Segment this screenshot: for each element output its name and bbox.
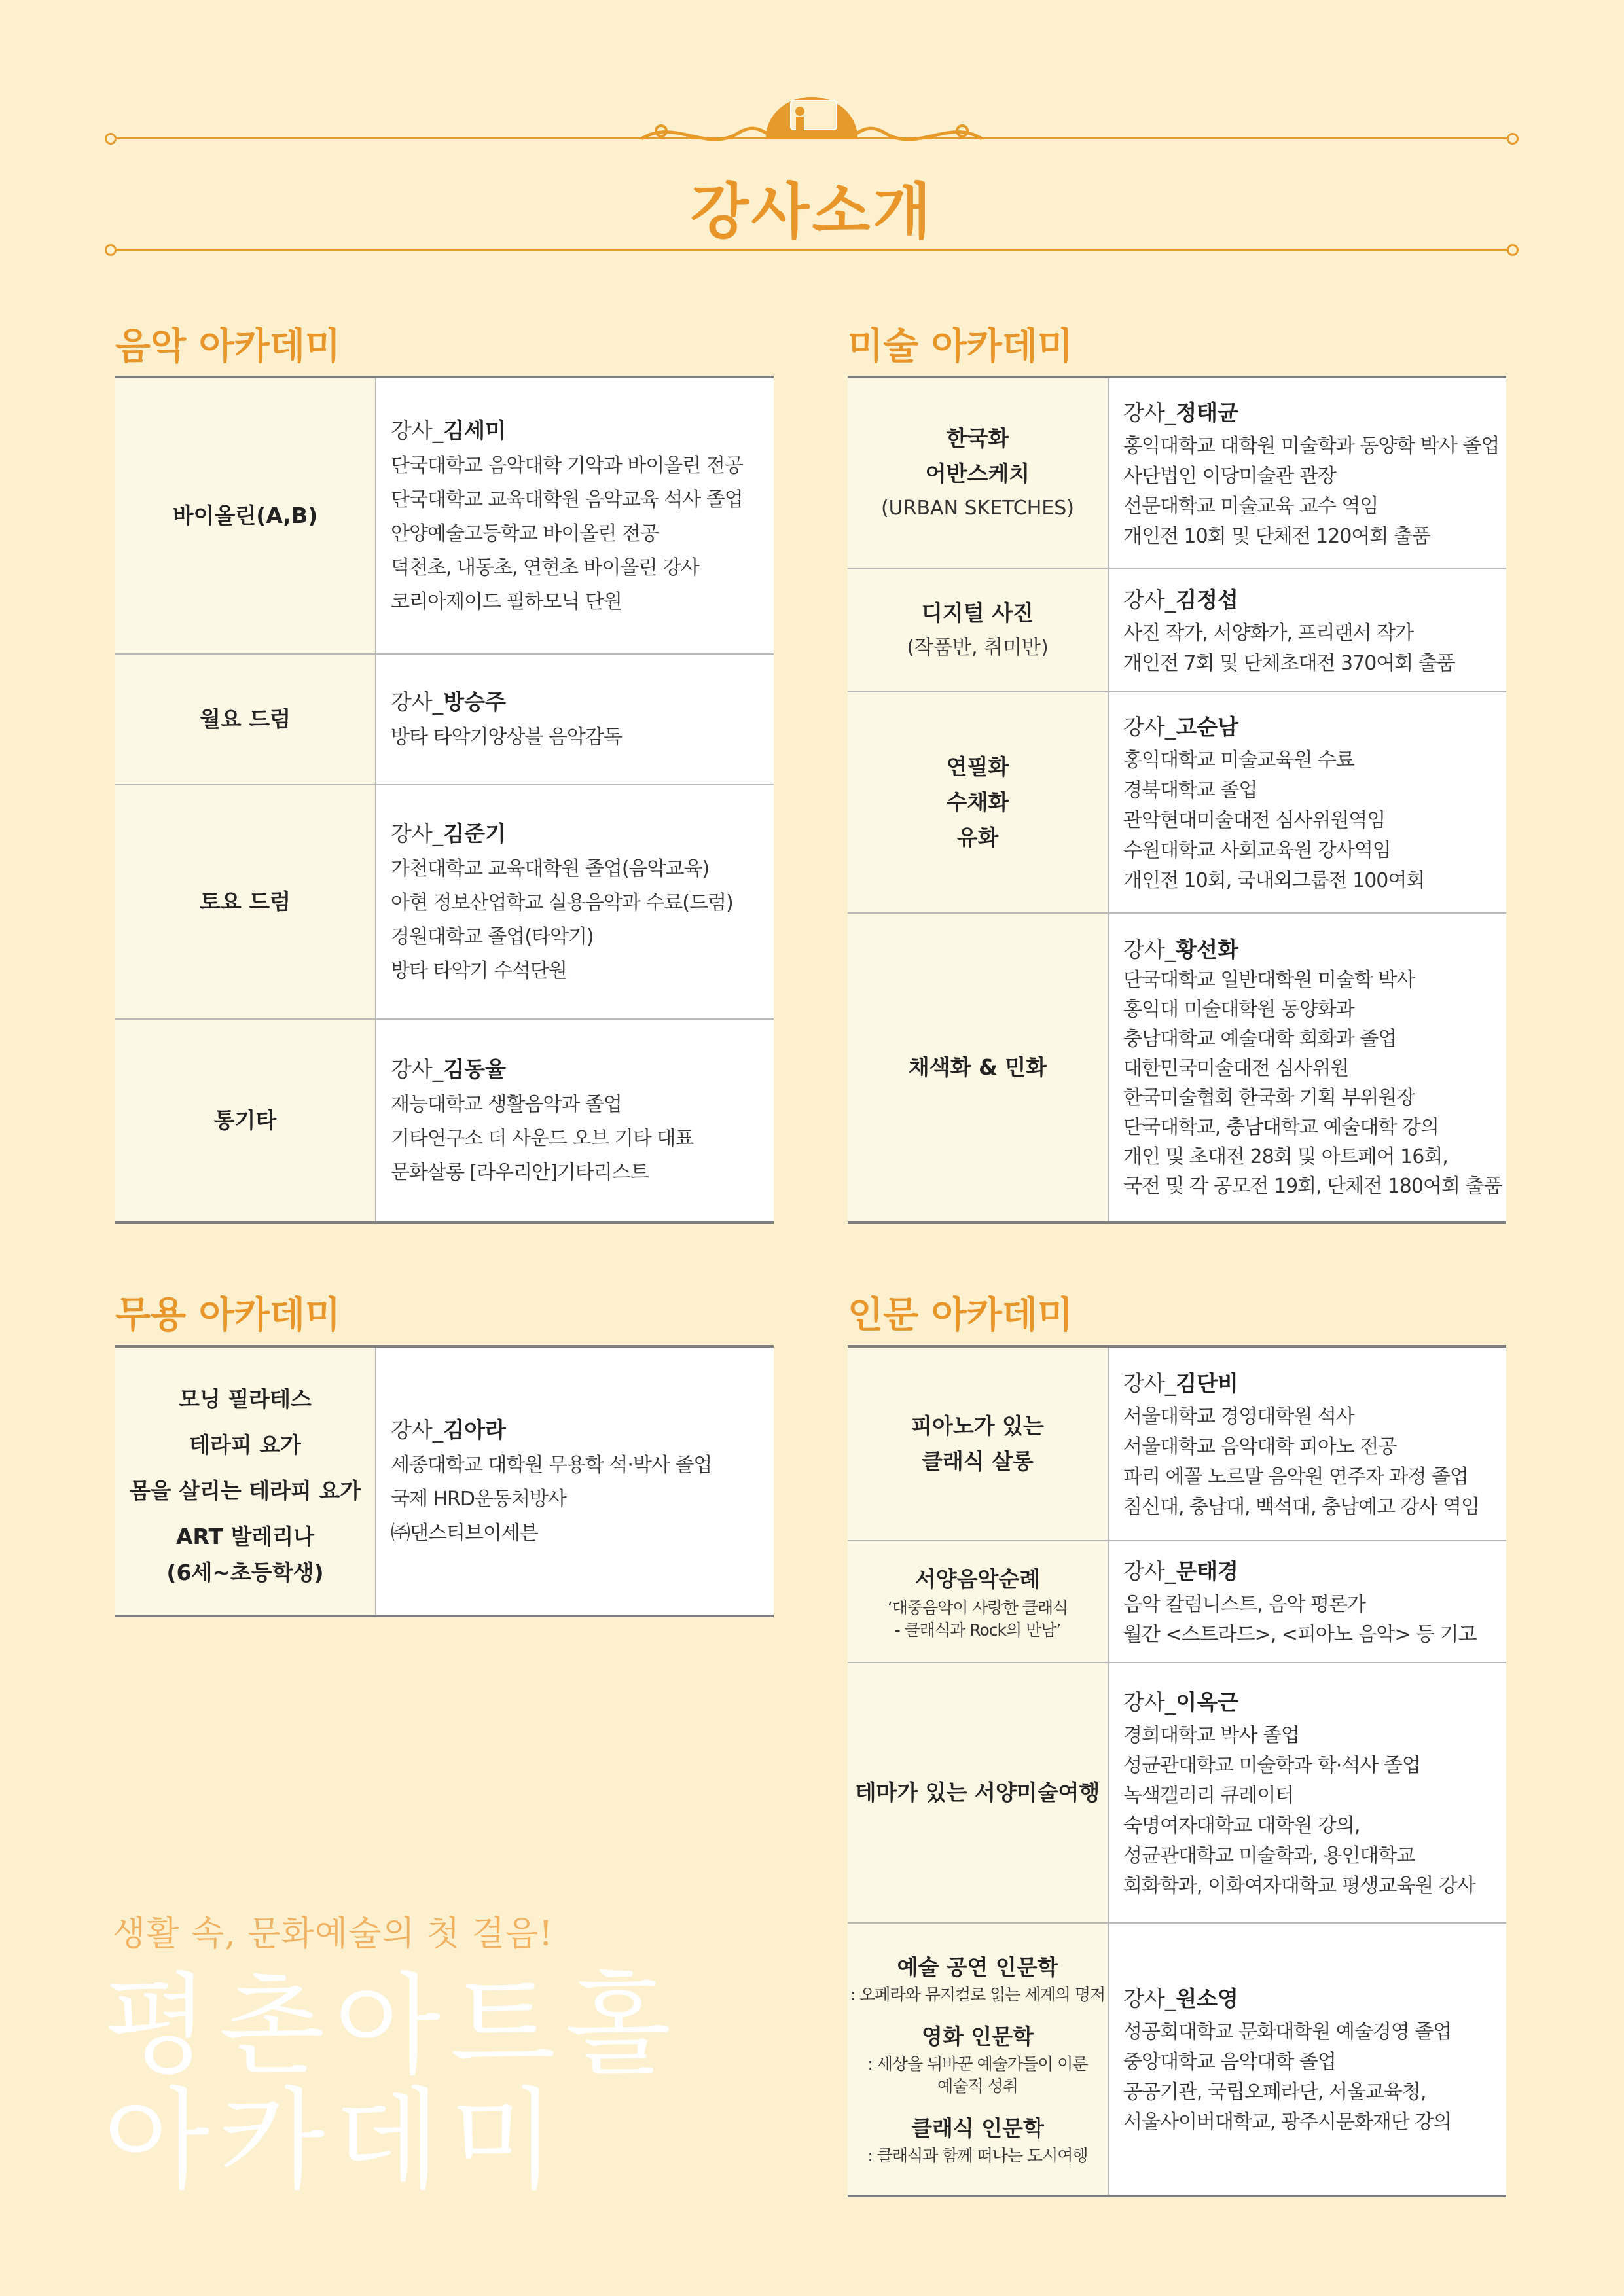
course-name: 클래식 인문학 (911, 2115, 1044, 2141)
table-row (848, 1922, 1506, 2195)
instructor-name: 강사_황선화 (1123, 937, 1238, 962)
course-name: 몸을 살리는 테라피 요가 (129, 1478, 361, 1503)
instructor-cell (1109, 692, 1506, 912)
page-title: 강사소개 (690, 177, 934, 247)
instructor-cell (376, 1348, 774, 1615)
course-name: 클래식 살롱 (922, 1448, 1034, 1474)
course-note: 예술적 성취 (937, 2077, 1018, 2096)
dance-table (115, 1345, 774, 1617)
course-name: 채색화 & 민화 (908, 1054, 1047, 1080)
credential: 중앙대학교 음악대학 졸업 (1123, 2051, 1336, 2073)
course-name: 서양음악순례 (914, 1566, 1041, 1592)
credential: 음악 칼럼니스트, 음악 평론가 (1123, 1593, 1365, 1616)
art-table (848, 376, 1506, 1224)
credential: 경원대학교 졸업(타악기) (391, 925, 594, 948)
credential: 방타 타악기 수석단원 (391, 960, 567, 982)
table-row (115, 378, 774, 653)
course-cell (115, 1348, 376, 1615)
music-section-title: 음악 아카데미 (115, 325, 341, 368)
instructor-name: 강사_이옥근 (1123, 1689, 1238, 1715)
credential: 녹색갤러리 큐레이터 (1123, 1784, 1294, 1807)
course-name: 월요 드럼 (199, 706, 291, 732)
credential: 국제 HRD운동처방사 (391, 1488, 566, 1511)
credential: 경희대학교 박사 졸업 (1123, 1724, 1299, 1747)
credential: 사진 작가, 서양화가, 프리랜서 작가 (1123, 622, 1413, 645)
credential: 경북대학교 졸업 (1123, 779, 1257, 802)
credential: 성균관대학교 미술학과 학·석사 졸업 (1123, 1754, 1420, 1777)
credential: 회화학과, 이화여자대학교 평생교육원 강사 (1123, 1874, 1475, 1897)
course-name: 바이올린(A,B) (172, 503, 318, 528)
course-cell (115, 655, 376, 784)
instructor-cell (1109, 378, 1506, 568)
credential: 서울사이버대학교, 광주시문화재단 강의 (1123, 2111, 1452, 2134)
course-name: 통기타 (213, 1107, 277, 1133)
credential: 수원대학교 사회교육원 강사역임 (1123, 839, 1391, 862)
course-cell (115, 785, 376, 1018)
credential: 기타연구소 더 사운드 오브 기타 대표 (391, 1127, 694, 1150)
humanities-table (848, 1345, 1506, 2197)
credential: 관악현대미술대전 심사위원역임 (1123, 809, 1386, 832)
table-row (848, 378, 1506, 568)
brand-subtitle: 아카데미 (103, 2076, 566, 2204)
instructor-name: 강사_김세미 (391, 418, 506, 443)
table-row (115, 1018, 774, 1221)
credential: 한국미술협회 한국화 기획 부위원장 (1123, 1086, 1415, 1109)
rule-end-dot (1507, 244, 1519, 256)
credential: 아현 정보산업학교 실용음악과 수료(드럼) (391, 891, 733, 914)
art-section-title: 미술 아카데미 (848, 325, 1074, 368)
course-cell (848, 914, 1109, 1221)
course-name: 유화 (956, 825, 999, 850)
instructor-name: 강사_김준기 (391, 821, 506, 846)
course-name: 디지털 사진 (922, 600, 1034, 626)
instructor-cell (1109, 1663, 1506, 1922)
credential: 선문대학교 미술교육 교수 역임 (1123, 495, 1379, 518)
table-row (848, 691, 1506, 912)
course-name: 테마가 있는 서양미술여행 (855, 1780, 1100, 1805)
instructor-name: 강사_고순남 (1123, 714, 1238, 740)
course-note: : 클래식과 함께 떠나는 도시여행 (867, 2146, 1088, 2165)
course-name: 연필화 (946, 754, 1009, 780)
course-cell (848, 1924, 1109, 2195)
credential: 성공회대학교 문화대학원 예술경영 졸업 (1123, 2020, 1452, 2043)
instructor-name: 강사_정태균 (1123, 400, 1238, 425)
credential: 성균관대학교 미술학과, 용인대학교 (1123, 1844, 1415, 1867)
course-name: 한국화 (946, 425, 1009, 451)
rule-end-dot (105, 244, 117, 256)
instructor-name: 강사_원소영 (1123, 1986, 1238, 2011)
instructor-cell (376, 785, 774, 1018)
course-name: 피아노가 있는 (911, 1413, 1044, 1439)
course-cell (848, 1663, 1109, 1922)
dance-section-title: 무용 아카데미 (115, 1294, 341, 1336)
table-row (115, 784, 774, 1018)
course-name: 영화 인문학 (922, 2024, 1034, 2049)
table-row (848, 1348, 1506, 1540)
course-note: - 클래식과 Rock의 만남’ (894, 1621, 1061, 1640)
credential: 홍익대학교 미술교육원 수료 (1123, 749, 1354, 772)
instructor-cell (376, 1020, 774, 1221)
credential: 단국대학교 일반대학원 미술학 박사 (1123, 969, 1415, 992)
course-subtitle: (URBAN SKETCHES) (880, 497, 1075, 520)
credential: 문화살롱 [라우리안]기타리스트 (391, 1161, 649, 1184)
course-name: 테라피 요가 (189, 1432, 301, 1458)
header-bottom-rule (117, 249, 1507, 251)
credential: 충남대학교 예술대학 회화과 졸업 (1123, 1028, 1397, 1050)
credential: 월간 <스트라드>, <피아노 음악> 등 기고 (1123, 1623, 1477, 1646)
course-name: 모닝 필라테스 (179, 1386, 312, 1412)
instructor-cell (376, 378, 774, 653)
instructor-name: 강사_김단비 (1123, 1371, 1238, 1396)
instructor-cell (1109, 1924, 1506, 2195)
credential: 대한민국미술대전 심사위원 (1123, 1057, 1349, 1080)
credential: 개인전 7회 및 단체초대전 370여회 출품 (1123, 652, 1455, 675)
credential: 숙명여자대학교 대학원 강의, (1123, 1814, 1360, 1837)
course-name: 예술 공연 인문학 (897, 1954, 1058, 1980)
course-name: 수채화 (946, 789, 1009, 815)
credential: 가천대학교 교육대학원 졸업(음악교육) (391, 857, 710, 880)
credential: 방타 타악기앙상블 음악감독 (391, 726, 622, 749)
course-note: : 세상을 뒤바꾼 예술가들이 이룬 (867, 2054, 1088, 2073)
table-row (848, 1540, 1506, 1662)
credential: 개인전 10회, 국내외그룹전 100여회 (1123, 869, 1425, 892)
course-note: : 오페라와 뮤지컬로 읽는 세계의 명저 (850, 1985, 1106, 2004)
course-cell (848, 1541, 1109, 1662)
credential: 개인 및 초대전 28회 및 아트페어 16회, (1123, 1145, 1448, 1168)
table-row (115, 1348, 774, 1615)
course-name: ART 발레리나 (176, 1524, 314, 1549)
course-cell (115, 378, 376, 653)
course-subtitle: (작품반, 취미반) (907, 636, 1049, 659)
credential: 단국대학교 음악대학 기악과 바이올린 전공 (391, 454, 743, 477)
credential: 공공기관, 국립오페라단, 서울교육청, (1123, 2081, 1426, 2104)
credential: 코리아제이드 필하모닉 단원 (391, 590, 622, 613)
instructor-name: 강사_문태경 (1123, 1558, 1238, 1584)
credential: 홍익대 미술대학원 동양화과 (1123, 998, 1354, 1021)
course-name: 토요 드럼 (199, 889, 291, 914)
course-cell (848, 1348, 1109, 1540)
credential: 재능대학교 생활음악과 졸업 (391, 1093, 622, 1116)
lectern-icon (635, 92, 988, 157)
instructor-cell (376, 655, 774, 784)
credential: 사단법인 이당미술관 관장 (1123, 465, 1336, 488)
instructor-cell (1109, 914, 1506, 1221)
credential: 서울대학교 음악대학 피아노 전공 (1123, 1435, 1397, 1458)
credential: 단국대학교, 충남대학교 예술대학 강의 (1123, 1116, 1439, 1139)
course-cell (115, 1020, 376, 1221)
course-note: ‘대중음악이 사랑한 클래식 (887, 1598, 1068, 1617)
instructor-name: 강사_방승주 (391, 689, 506, 715)
course-cell (848, 378, 1109, 568)
table-row (848, 568, 1506, 691)
credential: 안양예술고등학교 바이올린 전공 (391, 522, 659, 545)
credential: 개인전 10회 및 단체전 120여회 출품 (1123, 525, 1430, 548)
table-row (115, 653, 774, 784)
instructor-cell (1109, 569, 1506, 691)
instructor-cell (1109, 1541, 1506, 1662)
slogan: 생활 속, 문화예술의 첫 걸음! (113, 1914, 554, 1954)
course-name: (6세~초등학생) (166, 1560, 324, 1585)
brand-name: 평촌아트홀 (103, 1962, 681, 2090)
credential: 파리 에꼴 노르말 음악원 연주자 과정 졸업 (1123, 1465, 1468, 1488)
credential: 덕천초, 내동초, 연현초 바이올린 강사 (391, 556, 699, 579)
course-name: 어반스케치 (925, 461, 1030, 486)
table-row (848, 912, 1506, 1221)
course-cell (848, 692, 1109, 912)
credential: 국전 및 각 공모전 19회, 단체전 180여회 출품 (1123, 1175, 1502, 1198)
music-table (115, 376, 774, 1224)
humanities-section-title: 인문 아카데미 (848, 1294, 1074, 1336)
instructor-name: 강사_김동율 (391, 1056, 506, 1082)
credential: 서울대학교 경영대학원 석사 (1123, 1405, 1354, 1428)
course-cell (848, 569, 1109, 691)
credential: 침신대, 충남대, 백석대, 충남예고 강사 역임 (1123, 1496, 1479, 1518)
table-row (848, 1662, 1506, 1922)
instructor-cell (1109, 1348, 1506, 1540)
rule-end-dot (1507, 133, 1519, 145)
instructor-name: 강사_김정섭 (1123, 587, 1238, 613)
credential: ㈜댄스티브이세븐 (391, 1522, 538, 1545)
credential: 단국대학교 교육대학원 음악교육 석사 졸업 (391, 488, 743, 511)
credential: 홍익대학교 대학원 미술학과 동양학 박사 졸업 (1123, 435, 1500, 457)
credential: 세종대학교 대학원 무용학 석·박사 졸업 (391, 1454, 712, 1477)
instructor-name: 강사_김아라 (391, 1417, 506, 1443)
rule-end-dot (105, 133, 117, 145)
